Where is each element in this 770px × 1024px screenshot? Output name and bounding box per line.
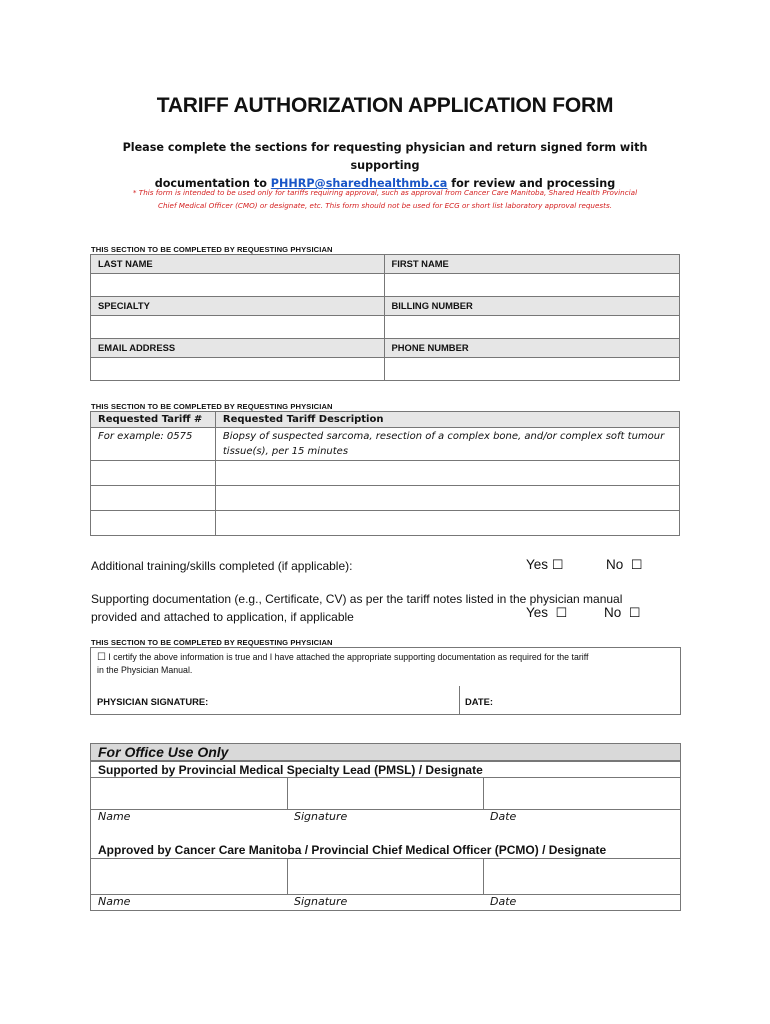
note-line-1: * This form is intended to be used only for tariffs requiring approval, such as approval from Cancer Care Manitoba, Shared Health Provincial	[132, 188, 638, 197]
pcmo-signature-label: Signature	[294, 895, 348, 908]
pcmo-name-field[interactable]	[95, 860, 283, 892]
certify-checkbox[interactable]: ☐	[97, 652, 106, 663]
tariff-description-header: Requested Tariff Description	[215, 412, 679, 428]
pcmo-date-label: Date	[490, 895, 517, 908]
first-name-label: FIRST NAME	[384, 255, 680, 274]
date-label: DATE:	[465, 696, 493, 707]
tariff-number-input-1[interactable]	[91, 461, 216, 486]
tariff-number-header: Requested Tariff #	[91, 412, 216, 428]
office-use-box	[90, 743, 681, 911]
pmsl-divider-2	[483, 777, 484, 809]
pcmo-name-label: Name	[98, 895, 131, 908]
example-desc-line-2: tissue(s), per 15 minutes	[222, 446, 349, 457]
last-name-label: LAST NAME	[91, 255, 385, 274]
training-no-label: No	[606, 557, 624, 572]
pmsl-divider-1	[287, 777, 288, 809]
certify-line-2: in the Physician Manual.	[97, 665, 193, 675]
additional-training-question: Additional training/skills completed (if applicable):	[91, 559, 353, 573]
tariff-number-input-2[interactable]	[91, 486, 216, 511]
last-name-field[interactable]	[91, 274, 385, 297]
billing-number-label: BILLING NUMBER	[384, 297, 680, 316]
disclaimer-note	[90, 186, 680, 212]
email-label: EMAIL ADDRESS	[91, 339, 385, 358]
note-line-2: Chief Medical Officer (CMO) or designate, etc. This form should not be used for ECG or short list laboratory approval requests.	[157, 201, 613, 210]
training-yes-checkbox[interactable]: ☐	[551, 558, 564, 573]
pmsl-date-label: Date	[490, 810, 517, 823]
supporting-docs-line-2: provided and attached to application, if applicable	[91, 610, 354, 624]
pcmo-signature-field[interactable]	[291, 860, 479, 892]
pmsl-signature-label: Signature	[294, 810, 348, 823]
pmsl-name-field[interactable]	[95, 779, 283, 807]
certify-line-1: I certify the above information is true and I have attached the appropriate supporting documentation as required for the tariff	[108, 652, 589, 662]
pcmo-row-bottom	[91, 894, 680, 895]
pcmo-divider-2	[483, 858, 484, 894]
docs-yes-label: Yes	[526, 605, 549, 620]
first-name-field[interactable]	[384, 274, 680, 297]
tariff-description-input-2[interactable]	[215, 486, 679, 511]
example-desc-line-1: Biopsy of suspected sarcoma, resection of a complex bone, and/or complex soft tumour	[222, 431, 665, 442]
physician-signature-label: PHYSICIAN SIGNATURE:	[97, 696, 209, 707]
tariff-table	[90, 411, 680, 536]
section1-label: THIS SECTION TO BE COMPLETED BY REQUESTING PHYSICIAN	[91, 245, 333, 254]
pmsl-label: Supported by Provincial Medical Specialty Lead (PMSL) / Designate	[98, 763, 483, 777]
supporting-docs-line-1: Supporting documentation (e.g., Certificate, CV) as per the tariff notes listed in the physician manual	[91, 592, 623, 606]
intro-prefix: documentation to	[154, 177, 271, 190]
pcmo-label: Approved by Cancer Care Manitoba / Provincial Chief Medical Officer (PCMO) / Designate	[98, 843, 607, 857]
physician-signature-field[interactable]	[201, 688, 453, 712]
pcmo-divider-1	[287, 858, 288, 894]
page-title: TARIFF AUTHORIZATION APPLICATION FORM	[156, 94, 614, 117]
section2-label: THIS SECTION TO BE COMPLETED BY REQUESTING PHYSICIAN	[91, 402, 333, 411]
section3-label: THIS SECTION TO BE COMPLETED BY REQUESTING PHYSICIAN	[91, 638, 333, 647]
tariff-number-input-3[interactable]	[91, 511, 216, 536]
specialty-label: SPECIALTY	[91, 297, 385, 316]
certify-statement	[97, 651, 675, 676]
email-field[interactable]	[91, 358, 385, 381]
supporting-docs-question	[91, 590, 691, 626]
docs-no-option[interactable]	[604, 605, 640, 621]
docs-no-checkbox[interactable]: ☐	[628, 606, 641, 621]
training-yes-option[interactable]	[526, 557, 563, 573]
billing-number-field[interactable]	[384, 316, 680, 339]
office-head-divider	[91, 760, 680, 761]
pcmo-row-top	[91, 858, 680, 859]
pmsl-date-field[interactable]	[487, 779, 675, 807]
docs-yes-option[interactable]	[526, 605, 567, 621]
signature-date-divider	[459, 686, 460, 714]
physician-info-table	[90, 254, 680, 381]
phone-label: PHONE NUMBER	[384, 339, 680, 358]
pmsl-signature-field[interactable]	[291, 779, 479, 807]
tariff-description-input-3[interactable]	[215, 511, 679, 536]
phone-field[interactable]	[384, 358, 680, 381]
docs-no-label: No	[604, 605, 622, 620]
training-no-option[interactable]	[606, 557, 642, 573]
training-yes-label: Yes	[526, 557, 549, 572]
pcmo-date-field[interactable]	[487, 860, 675, 892]
pmsl-name-label: Name	[98, 810, 131, 823]
pmsl-row-bottom	[91, 809, 680, 810]
specialty-field[interactable]	[91, 316, 385, 339]
intro-line-1: Please complete the sections for requesting physician and return signed form with supporting	[122, 141, 648, 172]
pmsl-row-top	[91, 777, 680, 778]
date-field[interactable]	[501, 688, 673, 712]
docs-yes-checkbox[interactable]: ☐	[555, 606, 568, 621]
intro-suffix: for review and processing	[447, 177, 616, 190]
email-link[interactable]: PHHRP@sharedhealthmb.ca	[270, 177, 448, 190]
tariff-description-input-1[interactable]	[215, 461, 679, 486]
office-use-heading: For Office Use Only	[98, 744, 229, 760]
training-no-checkbox[interactable]: ☐	[630, 558, 643, 573]
certification-box	[90, 647, 681, 715]
example-tariff-description	[215, 428, 679, 461]
example-tariff-number: For example: 0575	[91, 428, 216, 461]
intro-text	[90, 139, 680, 193]
